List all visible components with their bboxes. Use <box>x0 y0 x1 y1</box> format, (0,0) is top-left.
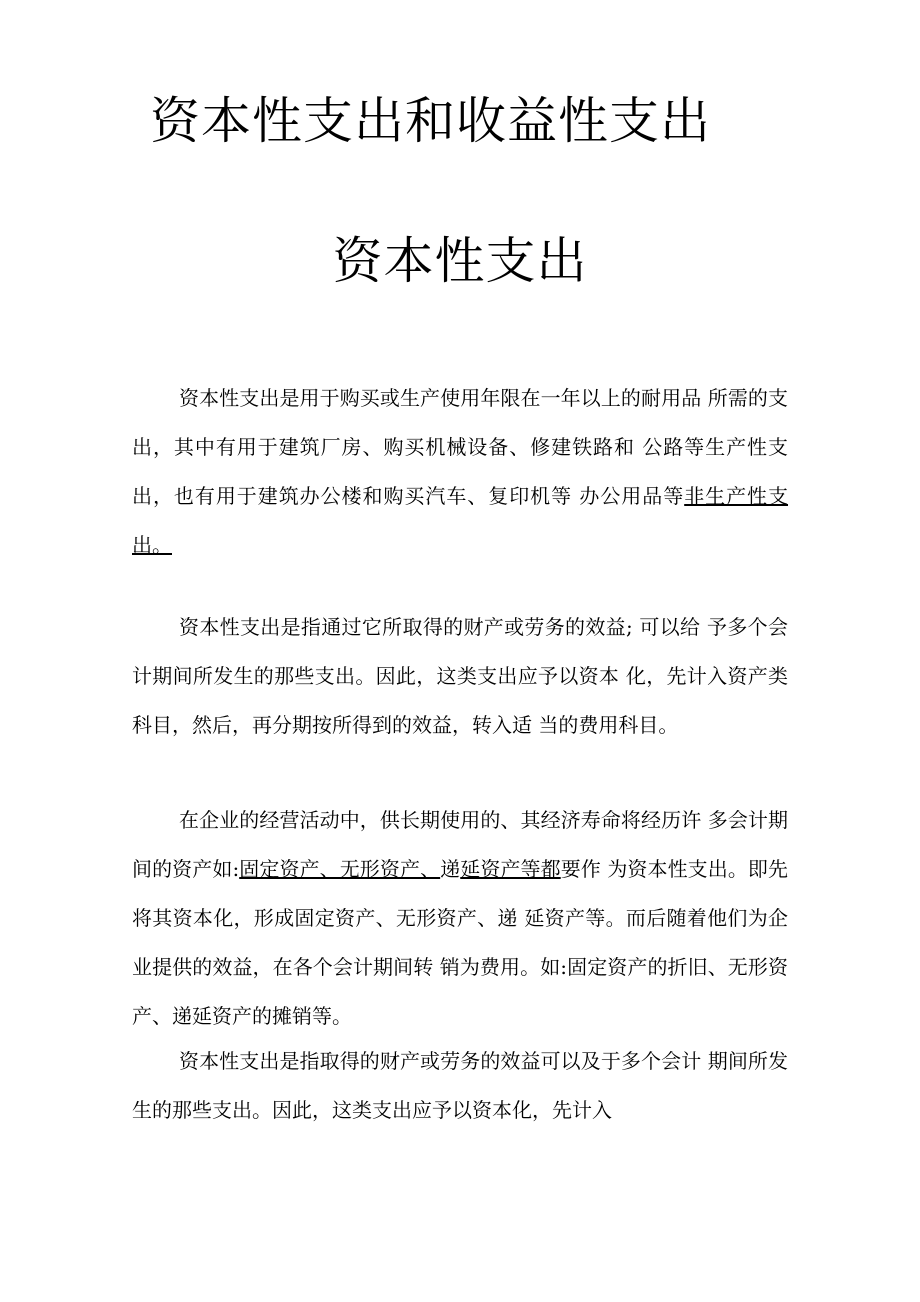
paragraph-3-text-before: 在企业的经营活动中，供长期使用的、其经济寿命将经历许 多会计期间的资产如: <box>132 808 788 881</box>
paragraph-1 <box>132 374 788 570</box>
paragraph-2 <box>132 603 788 750</box>
paragraph-3 <box>132 796 788 1041</box>
paragraph-3-text-after: 要作 为资本性支出。即先将其资本化，形成固定资产、无形资产、递 延资产等。而后随着他们为企业提供的效益，在各个会计期间转 销为费用。如:固定资产的折旧、无形资产、递延资产的摊销等。 <box>132 857 789 1028</box>
paragraph-3-underlined-1: 固定资产、无形资产、 <box>239 857 441 881</box>
paragraph-3-underlined-2: 延资产等都 <box>460 857 561 881</box>
section-title: 资本性支出 <box>332 232 588 290</box>
paragraph-4-text: 资本性支出是指取得的财产或劳务的效益可以及于多个会计 期间所发生的那些支出。因此，这类支出应予以资本化，先计入 <box>132 1049 788 1122</box>
paragraph-4 <box>132 1037 788 1135</box>
paragraph-1-underlined: 非生产性支出。 <box>132 484 789 557</box>
paragraph-2-text: 资本性支出是指通过它所取得的财产或劳务的效益; 可以给 予多个会计期间所发生的那些支出。因此，这类支出应予以资本 化，先计入资产类科目，然后，再分期按所得到的效益，转入适 当的费用科目。 <box>132 615 788 737</box>
document-title: 资本性支出和收益性支出 <box>150 92 711 150</box>
paragraph-1-text: 资本性支出是用于购买或生产使用年限在一年以上的耐用品 所需的支出，其中有用于建筑厂房、购买机械设备、修建铁路和 公路等生产性支出，也有用于建筑办公楼和购买汽车、复印机等 办公用品等 <box>132 386 788 508</box>
paragraph-3-middle: 递 <box>440 857 461 881</box>
